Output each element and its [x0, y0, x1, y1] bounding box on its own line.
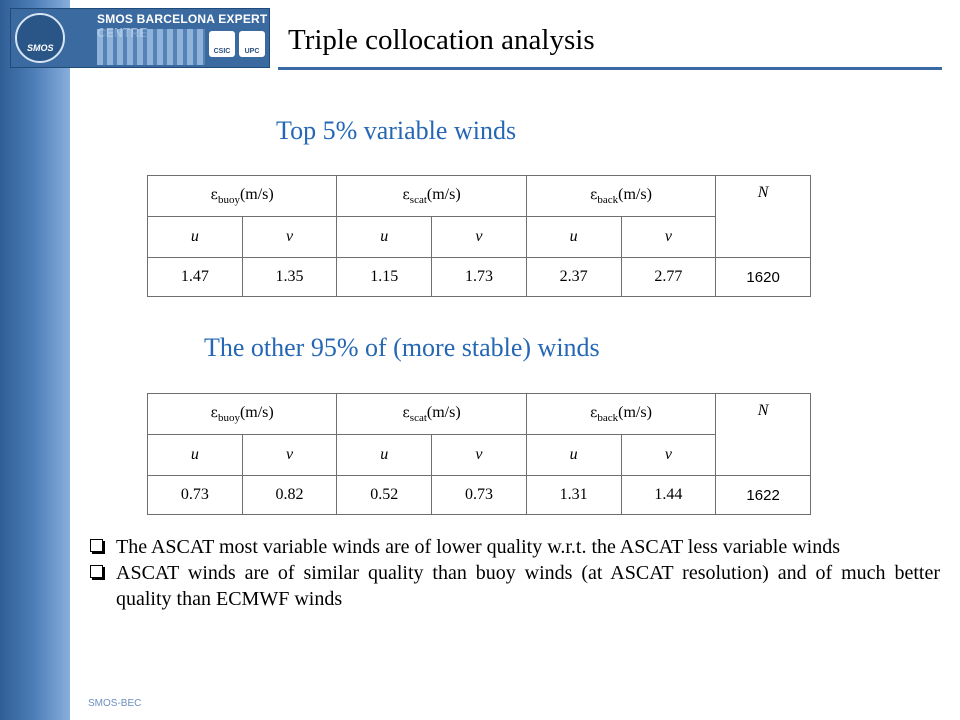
bullet-text: ASCAT winds are of similar quality than buoy winds (at ASCAT resolution) and of much better quality than ECMWF winds: [116, 562, 940, 610]
checkbox-bullet-icon: [88, 560, 116, 612]
value-cell: 1.44: [621, 476, 716, 515]
results-table-other95: [147, 393, 811, 515]
col-header-n: N: [716, 176, 811, 258]
count-cell: 1620: [716, 258, 811, 297]
col-header-scat: $\varepsilon_{scat}(m/s)$: [337, 176, 526, 217]
col-header-n: N: [716, 394, 811, 476]
smos-bec-logo: [10, 8, 270, 68]
upc-badge: UPC: [239, 31, 265, 57]
satellite-emblem-icon: [15, 13, 65, 63]
section-heading-top5: Top 5% variable winds: [276, 116, 517, 145]
left-accent-bar: [0, 0, 70, 720]
value-cell: 2.77: [621, 258, 716, 297]
col-header-buoy: $\varepsilon_{buoy}(m/s)$: [148, 394, 337, 435]
conclusion-list: [88, 534, 940, 612]
value-cell: 0.73: [432, 476, 527, 515]
section-heading-other95: The other 95% of (more stable) winds: [204, 333, 600, 362]
col-header-back: $\varepsilon_{back}(m/s)$: [526, 394, 715, 435]
component-label: v: [621, 217, 716, 258]
value-cell: 1.15: [337, 258, 432, 297]
list-item: [88, 560, 940, 612]
component-label: v: [432, 217, 527, 258]
value-cell: 1.35: [242, 258, 337, 297]
component-label: v: [242, 435, 337, 476]
value-cell: 0.73: [148, 476, 243, 515]
col-header-buoy: $\varepsilon_{buoy}(m/s)$: [148, 176, 337, 217]
value-cell: 1.47: [148, 258, 243, 297]
logo-header-text: SMOS BARCELONA EXPERT: [97, 12, 268, 26]
component-label: v: [432, 435, 527, 476]
component-label: u: [148, 435, 243, 476]
list-item: [88, 534, 940, 560]
value-cell: 1.31: [526, 476, 621, 515]
value-cell: 0.52: [337, 476, 432, 515]
footer-label: SMOS-BEC: [88, 698, 142, 709]
component-label: u: [337, 217, 432, 258]
col-header-scat: $\varepsilon_{scat}(m/s)$: [337, 394, 526, 435]
value-cell: 1.73: [432, 258, 527, 297]
building-image: [97, 29, 205, 65]
col-header-back: $\varepsilon_{back}(m/s)$: [526, 176, 715, 217]
component-label: u: [337, 435, 432, 476]
component-label: v: [242, 217, 337, 258]
slide-title: Triple collocation analysis: [288, 24, 595, 56]
logo-mission-text: SMOS: [27, 43, 54, 53]
csic-badge: CSIC: [209, 31, 235, 57]
component-label: u: [526, 217, 621, 258]
checkbox-bullet-icon: [88, 534, 116, 560]
value-cell: 0.82: [242, 476, 337, 515]
component-label: u: [148, 217, 243, 258]
count-cell: 1622: [716, 476, 811, 515]
bullet-text: The ASCAT most variable winds are of lower quality w.r.t. the ASCAT less variable winds: [116, 536, 840, 558]
component-label: v: [621, 435, 716, 476]
title-underline: [278, 67, 942, 70]
results-table-top5: [147, 175, 811, 297]
component-label: u: [526, 435, 621, 476]
value-cell: 2.37: [526, 258, 621, 297]
